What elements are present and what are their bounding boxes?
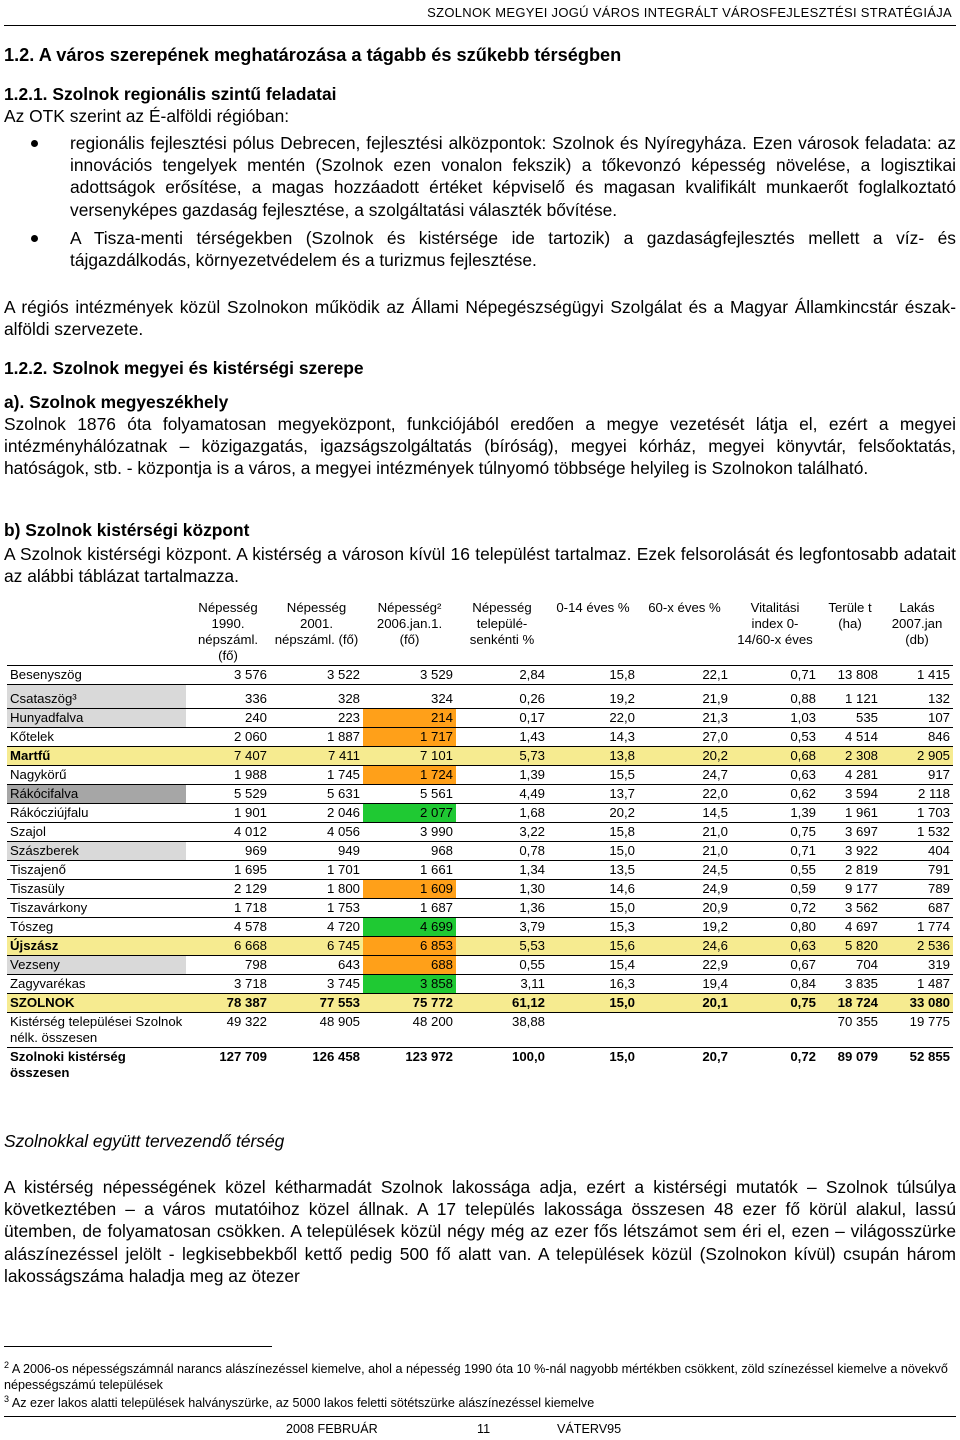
value-cell: 3 522 [270, 666, 363, 685]
settlement-name: Besenyszög [7, 666, 186, 685]
value-cell: 7 101 [363, 747, 456, 766]
value-cell: 1 661 [363, 861, 456, 880]
value-cell: 13,7 [548, 785, 638, 804]
value-cell: 4 012 [186, 823, 270, 842]
value-cell: 20,1 [638, 994, 731, 1013]
value-cell: 4 697 [819, 918, 881, 937]
value-cell: 16,3 [548, 975, 638, 994]
value-cell: 132 [881, 685, 953, 709]
value-cell: 0,72 [731, 1048, 819, 1083]
settlement-name: Szolnoki kistérség összesen [7, 1048, 186, 1083]
value-cell: 3 529 [363, 666, 456, 685]
value-cell: 643 [270, 956, 363, 975]
value-cell: 1 703 [881, 804, 953, 823]
value-cell: 20,2 [548, 804, 638, 823]
value-cell: 21,0 [638, 823, 731, 842]
value-cell: 1,68 [456, 804, 548, 823]
value-cell: 1,39 [731, 804, 819, 823]
value-cell: 1,39 [456, 766, 548, 785]
value-cell: 5,73 [456, 747, 548, 766]
header-cell: Lakás 2007.jan (db) [891, 600, 943, 647]
value-cell: 7 407 [186, 747, 270, 766]
value-cell: 0,63 [731, 937, 819, 956]
table-row [7, 918, 953, 937]
value-cell: 6 853 [363, 937, 456, 956]
value-cell: 77 553 [270, 994, 363, 1013]
value-cell [731, 1013, 819, 1048]
settlement-name: Zagyvarékas [7, 975, 186, 994]
value-cell: 1,36 [456, 899, 548, 918]
table-row [7, 1013, 953, 1048]
header-cell: Vitalitási index 0-14/60-x éves [737, 600, 813, 647]
value-cell: 0,78 [456, 842, 548, 861]
table-row [7, 823, 953, 842]
table-row [7, 747, 953, 766]
bullet-item [4, 132, 956, 221]
settlement-name: Újszász [7, 937, 186, 956]
settlement-name: Rákócziújfalu [7, 804, 186, 823]
value-cell: 19,2 [638, 918, 731, 937]
footer-date: 2008 FEBRUÁR [286, 1422, 378, 1436]
value-cell: 33 080 [881, 994, 953, 1013]
value-cell: 22,0 [638, 785, 731, 804]
value-cell: 0,63 [731, 766, 819, 785]
value-cell: 1 988 [186, 766, 270, 785]
value-cell: 1 701 [270, 861, 363, 880]
value-cell: 1 745 [270, 766, 363, 785]
value-cell: 5 631 [270, 785, 363, 804]
value-cell: 789 [881, 880, 953, 899]
table-row [7, 975, 953, 994]
value-cell: 3 718 [186, 975, 270, 994]
value-cell [638, 1013, 731, 1048]
value-cell: 107 [881, 709, 953, 728]
value-cell: 968 [363, 842, 456, 861]
value-cell: 688 [363, 956, 456, 975]
value-cell: 21,3 [638, 709, 731, 728]
value-cell: 0,26 [456, 685, 548, 709]
value-cell: 3 835 [819, 975, 881, 994]
bullet-list [4, 132, 956, 271]
footnote-mark: 2 [4, 1360, 10, 1370]
value-cell: 19,2 [548, 685, 638, 709]
value-cell: 0,55 [731, 861, 819, 880]
value-cell: 13,5 [548, 861, 638, 880]
value-cell: 3 990 [363, 823, 456, 842]
value-cell: 1 717 [363, 728, 456, 747]
value-cell: 791 [881, 861, 953, 880]
value-cell: 2 077 [363, 804, 456, 823]
value-cell: 0,88 [731, 685, 819, 709]
regional-paragraph: A régiós intézmények közül Szolnokon működik az Állami Népegészségügyi Szolgálat és a Magyar Államkincstár észak-alföldi szervezete. [4, 297, 956, 340]
settlement-name: Hunyadfalva [7, 709, 186, 728]
value-cell: 19 775 [881, 1013, 953, 1048]
value-cell: 20,7 [638, 1048, 731, 1083]
value-cell: 3 562 [819, 899, 881, 918]
value-cell: 1,03 [731, 709, 819, 728]
value-cell: 1 901 [186, 804, 270, 823]
settlements-table [7, 599, 953, 1082]
value-cell: 0,62 [731, 785, 819, 804]
value-cell: 6 745 [270, 937, 363, 956]
value-cell: 3 922 [819, 842, 881, 861]
settlement-name: Vezseny [7, 956, 186, 975]
settlement-name: Tószeg [7, 918, 186, 937]
value-cell: 22,1 [638, 666, 731, 685]
value-cell: 61,12 [456, 994, 548, 1013]
value-cell: 1 961 [819, 804, 881, 823]
value-cell: 1 800 [270, 880, 363, 899]
value-cell: 15,0 [548, 994, 638, 1013]
footer-org: VÁTERV95 [557, 1422, 622, 1436]
value-cell: 24,6 [638, 937, 731, 956]
value-cell: 2 129 [186, 880, 270, 899]
value-cell: 14,6 [548, 880, 638, 899]
footnote-rule [4, 1346, 272, 1347]
footnote-mark: 3 [4, 1394, 10, 1404]
value-cell: 0,67 [731, 956, 819, 975]
value-cell: 4 281 [819, 766, 881, 785]
value-cell: 4 699 [363, 918, 456, 937]
settlement-name: Nagykörű [7, 766, 186, 785]
value-cell: 4 720 [270, 918, 363, 937]
value-cell: 15,8 [548, 666, 638, 685]
value-cell: 1 887 [270, 728, 363, 747]
value-cell: 917 [881, 766, 953, 785]
section-heading: 1.2. A város szerepének meghatározása a tágabb és szűkebb térségben [4, 45, 622, 65]
table-row [7, 994, 953, 1013]
sub1-heading: 1.2.1. Szolnok regionális szintű feladatai [4, 84, 337, 104]
value-cell: 1,30 [456, 880, 548, 899]
page-header [0, 0, 960, 28]
settlement-name: SZOLNOK [7, 994, 186, 1013]
value-cell: 0,75 [731, 823, 819, 842]
table-row [7, 685, 953, 709]
value-cell: 1 687 [363, 899, 456, 918]
value-cell: 3,22 [456, 823, 548, 842]
value-cell: 20,2 [638, 747, 731, 766]
value-cell: 336 [186, 685, 270, 709]
value-cell: 1 724 [363, 766, 456, 785]
footnote-text: A 2006-os népességszámnál narancs alászínezéssel kiemelve, ahol a népesség 1990 óta 10 %-nál nagyobb mértékben csökkent, zöld színezéssel kiemelve a növekvő népességszámú települések [4, 1362, 948, 1393]
settlement-name: Kőtelek [7, 728, 186, 747]
footnote-3 [4, 1391, 956, 1411]
value-cell: 7 411 [270, 747, 363, 766]
table-row [7, 956, 953, 975]
value-cell: 49 322 [186, 1013, 270, 1048]
bullet-text: regionális fejlesztési pólus Debrecen, fejlesztési alközpontok: Szolnok és Nyíregyháza. Ezen városok feladata: az innovációs tengelyek mentén (Szolnok ezen vonalon fekszik) a tőkevonzó képesség növelése, a logisztikai adottságok erősítése, a magas hozzáadott értéket képviselő és magasan kvalifikált munkaerőt foglalkoztató versenyképes gazdaság fejlesztése, a szolgáltatási választék bővítése. [70, 133, 956, 220]
b-paragraph: A Szolnok kistérségi központ. A kistérség a városon kívül 16 települést tartalmaz. Ezek felsorolását és legfontosabb adatait az alábbi táblázat tartalmazza. [4, 544, 956, 587]
table-row [7, 880, 953, 899]
value-cell: 1 487 [881, 975, 953, 994]
value-cell: 48 905 [270, 1013, 363, 1048]
value-cell: 3,79 [456, 918, 548, 937]
value-cell: 14,3 [548, 728, 638, 747]
value-cell: 13 808 [819, 666, 881, 685]
value-cell: 5,53 [456, 937, 548, 956]
value-cell: 0,71 [731, 666, 819, 685]
value-cell: 15,3 [548, 918, 638, 937]
value-cell: 6 668 [186, 937, 270, 956]
value-cell: 2 536 [881, 937, 953, 956]
header-rule [4, 25, 956, 26]
value-cell: 24,9 [638, 880, 731, 899]
footer-rule [4, 1416, 956, 1417]
table-row [7, 861, 953, 880]
value-cell: 0,84 [731, 975, 819, 994]
value-cell: 214 [363, 709, 456, 728]
value-cell: 0,68 [731, 747, 819, 766]
table-row [7, 804, 953, 823]
value-cell: 1 532 [881, 823, 953, 842]
value-cell: 2 046 [270, 804, 363, 823]
settlement-name: Kistérség települései Szolnok nélk. összesen [7, 1013, 186, 1048]
value-cell: 3 697 [819, 823, 881, 842]
value-cell: 2 060 [186, 728, 270, 747]
settlement-name: Szászberek [7, 842, 186, 861]
value-cell: 3 576 [186, 666, 270, 685]
value-cell: 15,0 [548, 899, 638, 918]
value-cell: 1 121 [819, 685, 881, 709]
value-cell: 22,9 [638, 956, 731, 975]
value-cell: 5 820 [819, 937, 881, 956]
value-cell: 2,84 [456, 666, 548, 685]
value-cell: 21,9 [638, 685, 731, 709]
a-heading: a). Szolnok megyeszékhely [4, 392, 229, 412]
value-cell: 949 [270, 842, 363, 861]
value-cell: 0,53 [731, 728, 819, 747]
value-cell: 2 118 [881, 785, 953, 804]
value-cell: 2 308 [819, 747, 881, 766]
table-row [7, 728, 953, 747]
settlement-name: Csataszög³ [7, 685, 186, 709]
value-cell: 15,4 [548, 956, 638, 975]
value-cell: 20,9 [638, 899, 731, 918]
table-header-row [7, 599, 953, 666]
settlement-name: Rákócifalva [7, 785, 186, 804]
a-paragraph: Szolnok 1876 óta folyamatosan megyeközpont, funkciójából eredően a megye vezetését látja el, ezért a megyei intézményhálózatnak – közigazgatás, igazságszolgáltatás (bíróság), megyei kórház, megyei könyvtár, felsőoktatás, hatóságok, stb. - központja is a város, a megyei intézmények túlnyomó többsége helyileg is Szolnokon található. [4, 414, 956, 479]
running-title: SZOLNOK MEGYEI JOGÚ VÁROS INTEGRÁLT VÁROSFEJLESZTÉSI STRATÉGIÁJA [427, 5, 952, 20]
bullet-text: A Tisza-menti térségekben (Szolnok és kistérsége ide tartozik) a gazdaságfejlesztés mellett a víz- és tájgazdálkodás, környezetvédelem és a turizmus fejlesztése. [70, 227, 956, 271]
value-cell: 4,49 [456, 785, 548, 804]
value-cell: 48 200 [363, 1013, 456, 1048]
value-cell: 89 079 [819, 1048, 881, 1083]
value-cell [548, 1013, 638, 1048]
value-cell: 2 905 [881, 747, 953, 766]
value-cell: 52 855 [881, 1048, 953, 1083]
value-cell: 24,7 [638, 766, 731, 785]
sub1-intro: Az OTK szerint az É-alföldi régióban: [4, 106, 290, 126]
value-cell: 5 561 [363, 785, 456, 804]
value-cell: 535 [819, 709, 881, 728]
value-cell: 0,59 [731, 880, 819, 899]
settlement-name: Szajol [7, 823, 186, 842]
header-cell: Népesség 1990. népszáml. (fő) [197, 600, 259, 663]
value-cell: 78 387 [186, 994, 270, 1013]
table-caption: Szolnokkal együtt tervezendő térség [4, 1131, 285, 1151]
table-row [7, 842, 953, 861]
value-cell: 15,5 [548, 766, 638, 785]
value-cell: 0,72 [731, 899, 819, 918]
value-cell: 0,17 [456, 709, 548, 728]
value-cell: 0,55 [456, 956, 548, 975]
value-cell: 15,8 [548, 823, 638, 842]
value-cell: 3 858 [363, 975, 456, 994]
table-row [7, 709, 953, 728]
header-cell: Terüle t (ha) [828, 600, 872, 631]
settlement-name: Tiszajenő [7, 861, 186, 880]
value-cell: 9 177 [819, 880, 881, 899]
value-cell: 846 [881, 728, 953, 747]
value-cell: 127 709 [186, 1048, 270, 1083]
footer-page-number: 11 [477, 1422, 491, 1436]
value-cell: 1 609 [363, 880, 456, 899]
value-cell: 27,0 [638, 728, 731, 747]
value-cell: 38,88 [456, 1013, 548, 1048]
value-cell: 4 514 [819, 728, 881, 747]
footnote-text: Az ezer lakos alatti települések halványszürke, az 5000 lakos feletti sötétszürke alászínezéssel kiemelve [11, 1396, 595, 1411]
value-cell: 223 [270, 709, 363, 728]
value-cell: 15,0 [548, 842, 638, 861]
value-cell: 1 753 [270, 899, 363, 918]
value-cell: 126 458 [270, 1048, 363, 1083]
value-cell: 0,71 [731, 842, 819, 861]
header-cell [7, 599, 186, 666]
header-cell: Népesség 2001. népszáml. (fő) [274, 600, 359, 647]
value-cell: 1,43 [456, 728, 548, 747]
value-cell: 70 355 [819, 1013, 881, 1048]
value-cell: 404 [881, 842, 953, 861]
value-cell: 4 578 [186, 918, 270, 937]
value-cell: 100,0 [456, 1048, 548, 1083]
settlement-name: Tiszavárkony [7, 899, 186, 918]
header-cell: 60-x éves % [648, 600, 721, 615]
value-cell: 123 972 [363, 1048, 456, 1083]
settlement-name: Tiszasüly [7, 880, 186, 899]
bullet-icon [31, 140, 38, 147]
table-row [7, 937, 953, 956]
value-cell: 704 [819, 956, 881, 975]
value-cell: 21,0 [638, 842, 731, 861]
value-cell: 24,5 [638, 861, 731, 880]
b-heading: b) Szolnok kistérségi központ [4, 520, 250, 540]
value-cell: 798 [186, 956, 270, 975]
value-cell: 3 594 [819, 785, 881, 804]
after-table-paragraph: A kistérség népességének közel kétharmadát Szolnok lakossága adja, ezért a kistérségi mutatók – Szolnok túlsúlya következtében – a város mutatóihoz közel állnak. A 17 település lakossága összesen 48 ezer fő körül alakul, lassú ütemben, de folyamatosan csökken. A települések közül négy még az ezer fős létszámot sem éri el, ezen – világosszürke alászínezéssel jelölt - legkisebbekből kettő pedig 500 fő alatt van. A települések közül (Szolnokon kívül) csupán három lakosságszáma haladja meg az ötezer [4, 1177, 956, 1286]
value-cell: 328 [270, 685, 363, 709]
value-cell: 969 [186, 842, 270, 861]
bullet-item [4, 227, 956, 271]
header-cell: Népesség települé-senkénti % [469, 600, 535, 647]
value-cell: 22,0 [548, 709, 638, 728]
value-cell: 0,80 [731, 918, 819, 937]
value-cell: 1,34 [456, 861, 548, 880]
value-cell: 15,6 [548, 937, 638, 956]
value-cell: 240 [186, 709, 270, 728]
value-cell: 2 819 [819, 861, 881, 880]
table-row [7, 766, 953, 785]
sub2-heading: 1.2.2. Szolnok megyei és kistérségi szerepe [4, 358, 364, 378]
table-row [7, 899, 953, 918]
value-cell: 15,0 [548, 1048, 638, 1083]
value-cell: 13,8 [548, 747, 638, 766]
value-cell: 19,4 [638, 975, 731, 994]
table-row [7, 785, 953, 804]
value-cell: 14,5 [638, 804, 731, 823]
value-cell: 319 [881, 956, 953, 975]
value-cell: 4 056 [270, 823, 363, 842]
value-cell: 3,11 [456, 975, 548, 994]
value-cell: 18 724 [819, 994, 881, 1013]
value-cell: 0,75 [731, 994, 819, 1013]
value-cell: 1 695 [186, 861, 270, 880]
value-cell: 75 772 [363, 994, 456, 1013]
table-row [7, 1048, 953, 1083]
footnote-2 [4, 1357, 956, 1393]
table-row [7, 666, 953, 685]
header-cell: 0-14 éves % [556, 600, 630, 615]
value-cell: 1 718 [186, 899, 270, 918]
value-cell: 3 745 [270, 975, 363, 994]
value-cell: 324 [363, 685, 456, 709]
settlement-name: Martfű [7, 747, 186, 766]
value-cell: 1 774 [881, 918, 953, 937]
value-cell: 5 529 [186, 785, 270, 804]
bullet-icon [31, 235, 38, 242]
header-cell: Népesség² 2006.jan.1. (fő) [376, 600, 443, 647]
value-cell: 1 415 [881, 666, 953, 685]
value-cell: 687 [881, 899, 953, 918]
